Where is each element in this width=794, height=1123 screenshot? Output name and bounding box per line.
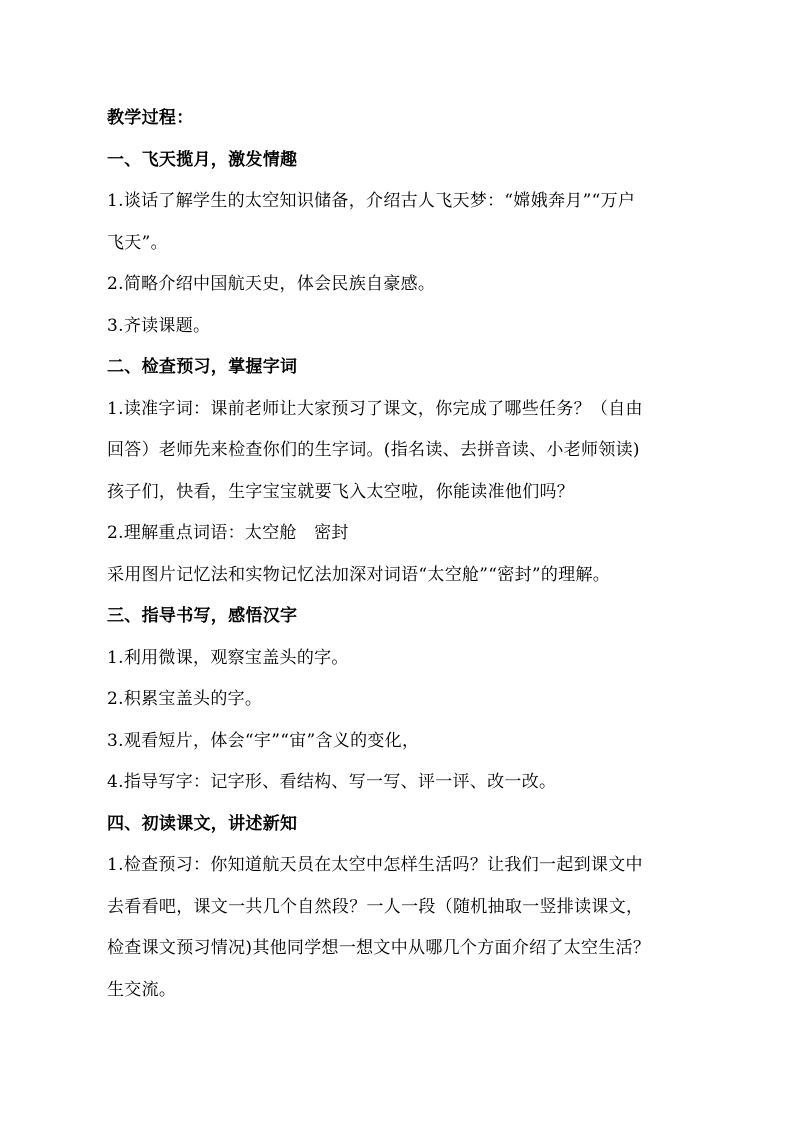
- section-label: 教学过程：: [107, 108, 194, 128]
- heading-1: 一、飞天揽月，激发情趣: [107, 150, 298, 170]
- paragraph-line: 1.谈话了解学生的太空知识储备，介绍古人飞天梦：“嫦娥奔月”“万户: [107, 191, 636, 211]
- paragraph-line: 孩子们，快看，生字宝宝就要飞入太空啦，你能读准他们吗？: [107, 482, 575, 502]
- paragraph-line: 4.指导写字：记字形、看结构、写一写、评一评、改一改。: [107, 772, 557, 792]
- paragraph-line: 3.齐读课题。: [107, 316, 211, 336]
- paragraph-line: 2.理解重点词语：太空舱 密封: [107, 523, 349, 543]
- paragraph-line: 采用图片记忆法和实物记忆法加深对词语“太空舱”“密封”的理解。: [107, 565, 611, 585]
- paragraph-line: 生交流。: [107, 980, 177, 1000]
- paragraph-line: 1.检查预习：你知道航天员在太空中怎样生活吗？让我们一起到课文中: [107, 855, 643, 875]
- paragraph-line: 检查课文预习情况)其他同学想一想文中从哪几个方面介绍了太空生活？: [107, 938, 651, 958]
- paragraph-line: 2.积累宝盖头的字。: [107, 689, 263, 709]
- paragraph-line: 去看看吧，课文一共几个自然段？一人一段（随机抽取一竖排读课文，: [107, 897, 644, 917]
- paragraph-line: 飞天”。: [107, 233, 168, 253]
- heading-4: 四、初读课文，讲述新知: [107, 814, 298, 834]
- heading-2: 二、检查预习，掌握字词: [107, 357, 298, 377]
- paragraph-line: 2.简略介绍中国航天史，体会民族自豪感。: [107, 274, 436, 294]
- paragraph-line: 回答）老师先来检查你们的生字词。(指名读、去拼音读、小老师领读): [107, 440, 640, 460]
- paragraph-line: 1.利用微课，观察宝盖头的字。: [107, 648, 349, 668]
- heading-3: 三、指导书写，感悟汉字: [107, 606, 298, 626]
- paragraph-line: 1.读准字词：课前老师让大家预习了课文，你完成了哪些任务？（自由: [107, 399, 643, 419]
- paragraph-line: 3.观看短片，体会“宇”“宙”含义的变化，: [107, 731, 420, 751]
